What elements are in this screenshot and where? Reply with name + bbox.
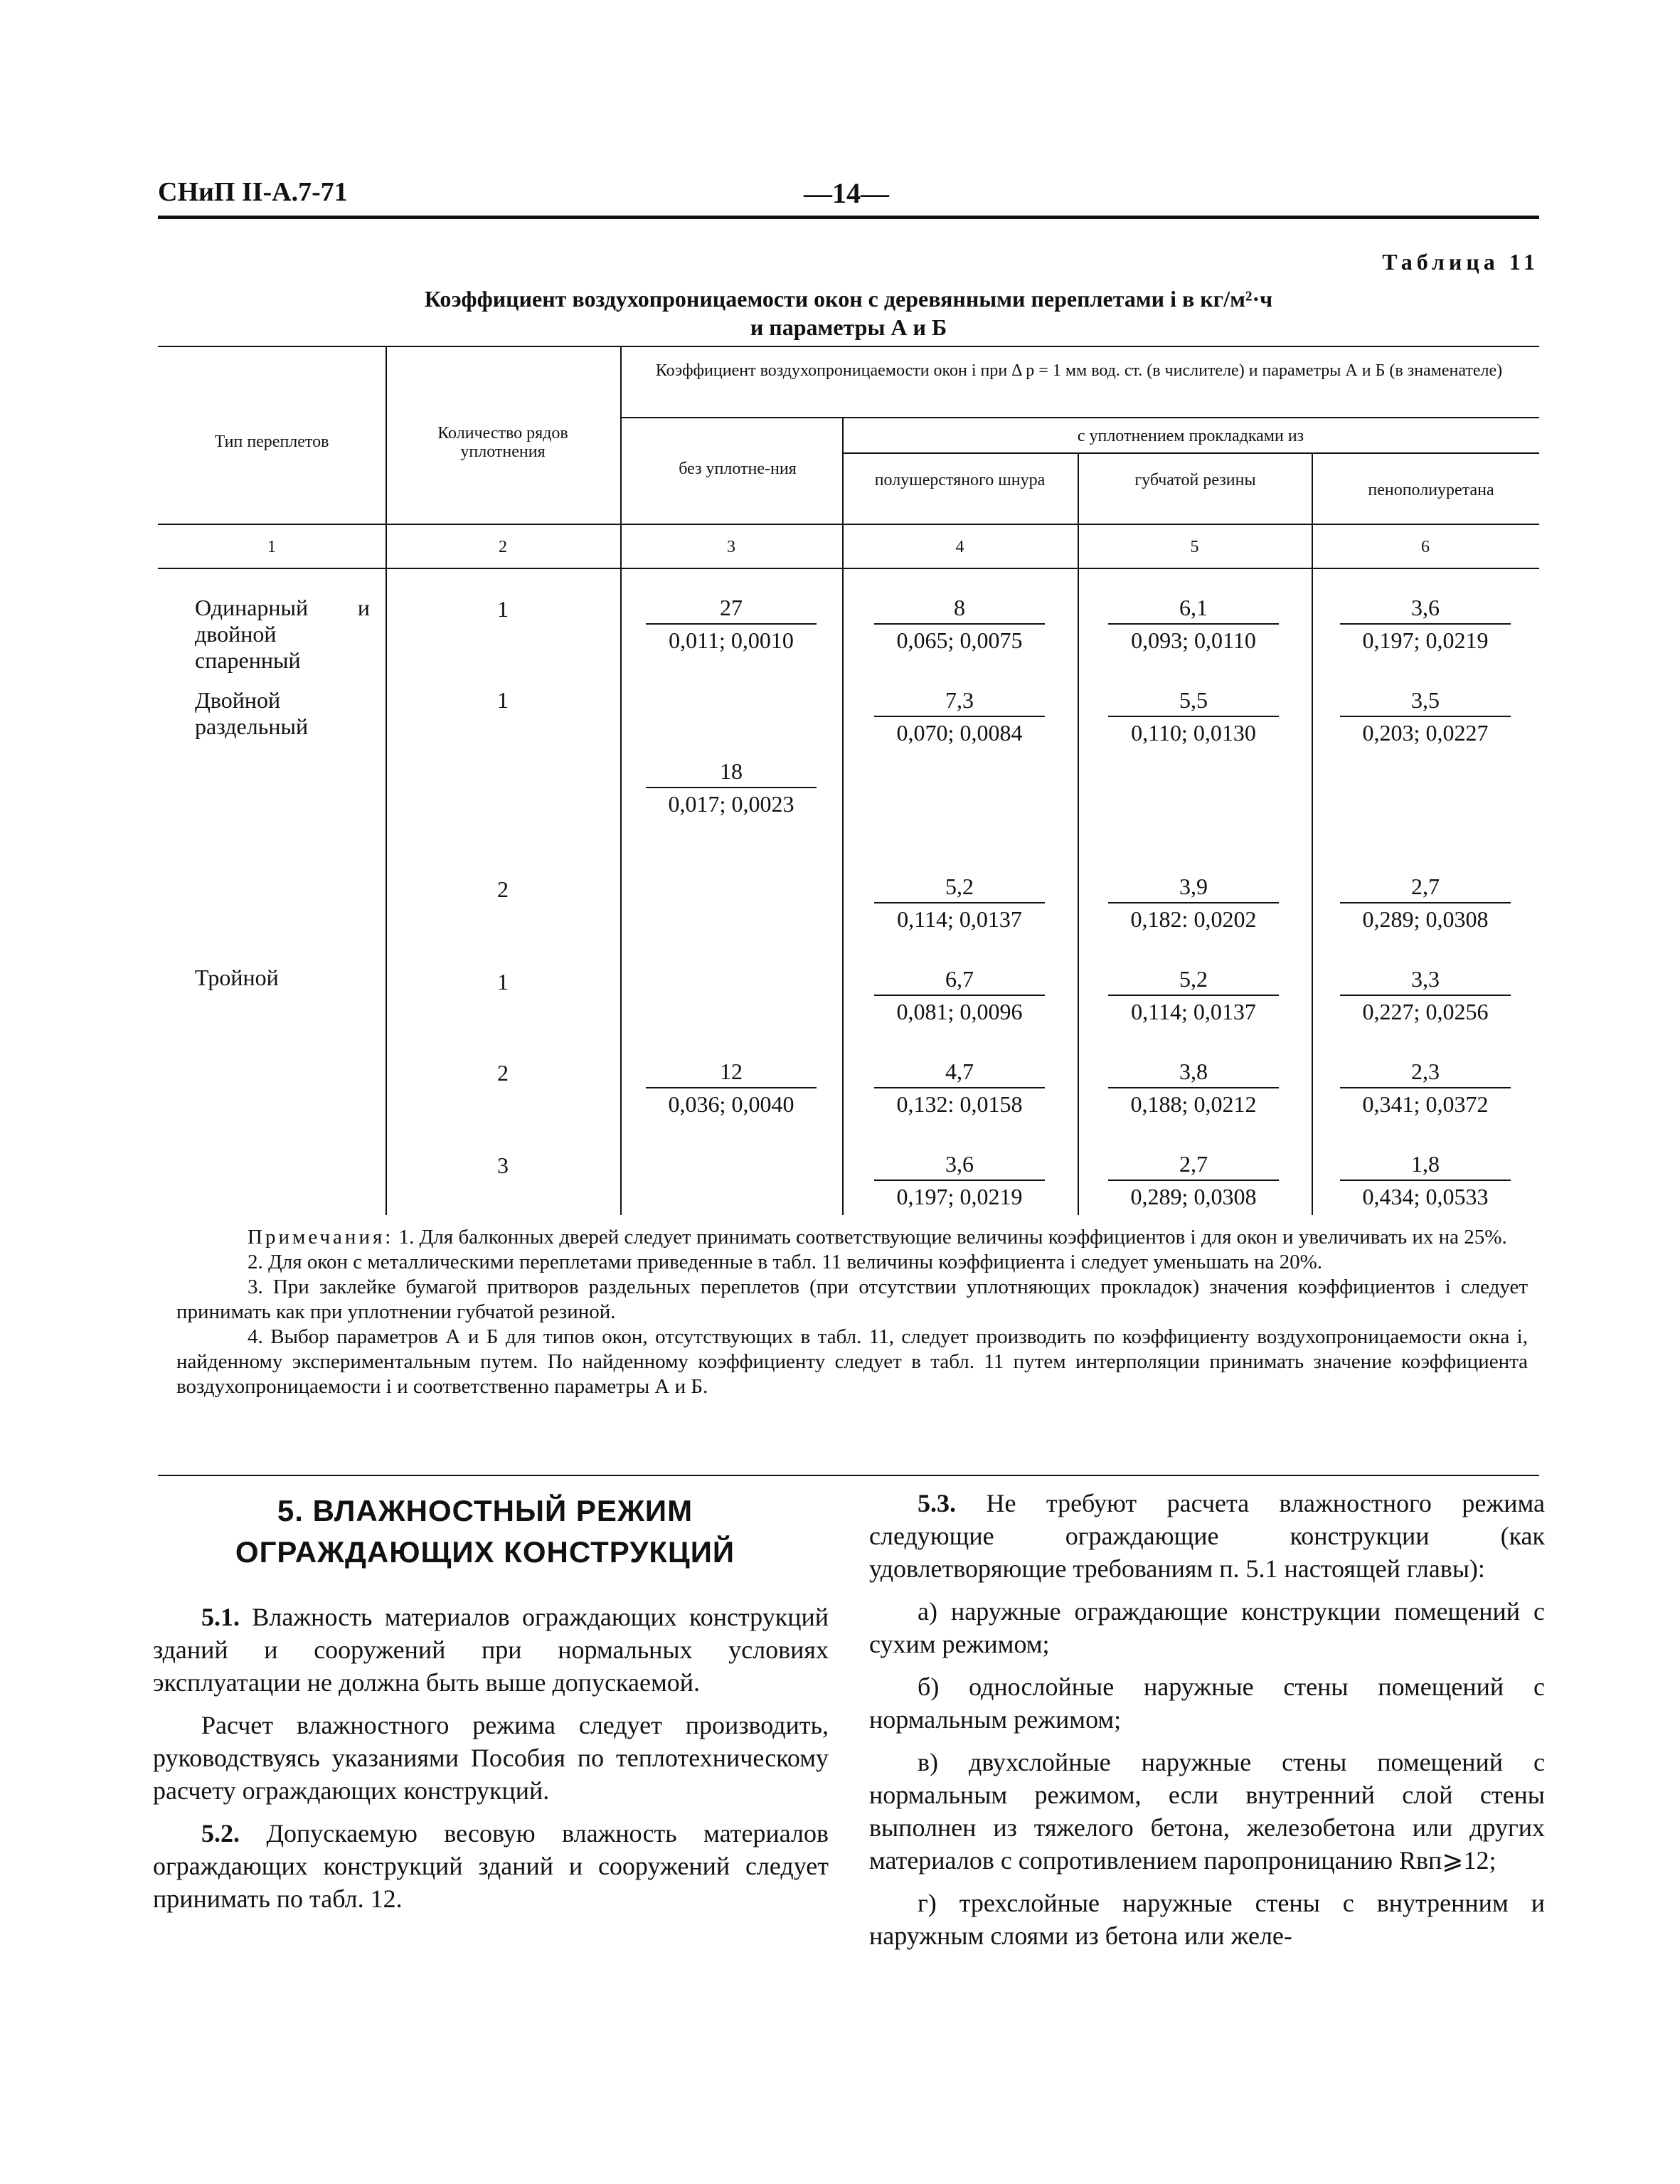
coef-fraction [1326, 1150, 1525, 1211]
coef-value: 5,2 [1108, 965, 1279, 996]
param-values: 0,434; 0,0533 [1362, 1184, 1489, 1209]
header-polyurethane: пенополиуретана [1368, 481, 1494, 499]
param-values: 0,197; 0,0219 [896, 1184, 1023, 1209]
list-item-a: а) наружные ограждающие конструкции помещений с сухим режимом; [869, 1597, 1545, 1658]
coef-value: 3,9 [1108, 872, 1279, 903]
param-values: 0,227; 0,0256 [1362, 999, 1489, 1024]
coef-fraction [1094, 1057, 1293, 1118]
col-number: 4 [955, 538, 964, 556]
table-title-line2: и параметры А и Б [750, 314, 947, 340]
table-title [158, 285, 1539, 341]
param-values: 0,197; 0,0219 [1362, 627, 1489, 653]
coef-value: 5,5 [1108, 686, 1279, 717]
coef-value: 1,8 [1340, 1150, 1511, 1181]
coef-fraction [860, 965, 1059, 1026]
col-number: 1 [267, 538, 276, 556]
paragraph-5-1-b: Расчет влажностного режима следует производить, руководствуясь указаниями Пособия по теплотехническому расчету ограждающих конструкций. [153, 1711, 829, 1805]
table-notes [176, 1225, 1528, 1399]
coef-fraction [1326, 872, 1525, 933]
list-item-g: г) трехслойные наружные стены с внутренним и наружным слоями из бетона или желе- [869, 1889, 1545, 1950]
param-values: 0,011; 0,0010 [669, 627, 794, 653]
coef-fraction [1094, 872, 1293, 933]
coef-fraction [860, 686, 1059, 747]
header-sponge-rubber: губчатой резины [1134, 471, 1256, 489]
table-vline [620, 347, 622, 1215]
param-values: 0,070; 0,0084 [896, 720, 1023, 746]
col-number: 6 [1421, 538, 1430, 556]
coef-fraction [1094, 965, 1293, 1026]
note-4: 4. Выбор параметров А и Б для типов окон, отсутствующих в табл. 11, следует производить по коэффициенту воздухопроницаемости окна i, найденному экспериментальным путем. По найденному коэффициенту следует в табл. 11 путем интерполяции принимать значение коэффициента воздухопроницаемости i и соответственно параметры А и Б. [176, 1325, 1528, 1398]
param-values: 0,065; 0,0075 [896, 627, 1023, 653]
coef-value: 3,5 [1340, 686, 1511, 717]
list-item-v: в) двухслойные наружные стены помещений с нормальным режимом, если внутренний слой стены выполнен из тяжелого бетона, железобетона или других материалов с сопротивлением паропроницанию Rвп⩾12; [869, 1748, 1545, 1875]
table-number: Таблица 11 [1382, 249, 1539, 275]
coef-fraction [860, 1057, 1059, 1118]
coef-value: 3,6 [874, 1150, 1045, 1181]
coef-value: 5,2 [874, 872, 1045, 903]
coef-value: 4,7 [874, 1057, 1045, 1088]
coef-fraction [632, 593, 831, 654]
coef-fraction [860, 593, 1059, 654]
param-values: 0,036; 0,0040 [668, 1091, 794, 1117]
right-column [869, 1487, 1545, 1962]
header-seal-group: с уплотнением прокладками из [1077, 427, 1304, 445]
param-values: 0,114; 0,0137 [897, 906, 1022, 932]
param-values: 0,110; 0,0130 [1131, 720, 1256, 746]
row-type-single-double: Одинарный и двойной спаренный [195, 595, 370, 673]
paragraph-text: Допускаемую весовую влажность материалов ограждающих конструкций зданий и сооружений следует принимать по табл. 12. [153, 1819, 829, 1913]
row-count: 3 [497, 1152, 509, 1178]
paragraph-5-3 [869, 1487, 1545, 1585]
coef-value: 27 [646, 593, 817, 625]
paragraph-text: Влажность материалов ограждающих конструкций зданий и сооружений при нормальных условиях эксплуатации не должна быть выше допускаемой. [153, 1603, 829, 1697]
clause-number: 5.2. [201, 1819, 240, 1848]
clause-number: 5.1. [201, 1603, 240, 1631]
coef-value: 6,7 [874, 965, 1045, 996]
param-values: 0,093; 0,0110 [1131, 627, 1256, 653]
param-values: 0,203; 0,0227 [1362, 720, 1489, 746]
note-3: 3. При заклейке бумагой притворов раздельных переплетов (при отсутствии уплотняющих прокладок) значения коэффициентов i следует принимать как при уплотнении губчатой резиной. [176, 1276, 1528, 1323]
coef-fraction [1094, 1150, 1293, 1211]
coef-fraction [632, 757, 831, 818]
paragraph-5-2 [153, 1817, 829, 1915]
coef-value: 3,6 [1340, 593, 1511, 625]
paragraph-text: Не требуют расчета влажностного режима следующие ограждающие конструкции (как удовлетворяющие требованиям п. 5.1 настоящей главы): [869, 1489, 1545, 1583]
table-hline [158, 524, 1539, 525]
col-number: 5 [1190, 538, 1199, 556]
note-2: 2. Для окон с металлическими переплетами приведенные в табл. 11 величины коэффициента i следует уменьшать на 20%. [248, 1251, 1323, 1273]
header-type: Тип переплетов [214, 433, 329, 451]
document-code: СНиП II-А.7-71 [158, 177, 348, 207]
coef-fraction [1326, 1057, 1525, 1118]
note-1-text: 1. Для балконных дверей следует принимать соответствующие величины коэффициентов i для окон и увеличивать их на 25%. [398, 1226, 1507, 1249]
header-divider [158, 216, 1539, 219]
row-count: 2 [497, 876, 509, 902]
coef-value: 12 [646, 1057, 817, 1088]
row-count: 1 [497, 969, 509, 995]
header-wool-cord: полушерстяного шнура [874, 471, 1046, 489]
coef-fraction [1326, 686, 1525, 747]
param-values: 0,017; 0,0023 [668, 791, 794, 817]
param-values: 0,132: 0,0158 [896, 1091, 1023, 1117]
list-item-b: б) однослойные наружные стены помещений с нормальным режимом; [869, 1673, 1545, 1734]
param-values: 0,182: 0,0202 [1130, 906, 1257, 932]
param-values: 0,289; 0,0308 [1362, 906, 1489, 932]
row-count: 2 [497, 1060, 509, 1086]
header-coef-group: Коэффициент воздухопроницаемости окон i при Δ р = 1 мм вод. ст. (в числителе) и параметры А и Б (в знаменателе) [655, 361, 1503, 380]
left-column [153, 1601, 829, 1925]
coef-fraction [632, 1057, 831, 1118]
coef-value: 6,1 [1108, 593, 1279, 625]
coef-value: 3,8 [1108, 1057, 1279, 1088]
notes-label: Примечания: [248, 1226, 394, 1249]
param-values: 0,341; 0,0372 [1362, 1091, 1489, 1117]
coef-fraction [1326, 593, 1525, 654]
param-values: 0,289; 0,0308 [1130, 1184, 1257, 1209]
table-hline [158, 568, 1539, 569]
paragraph-5-1 [153, 1601, 829, 1699]
coef-value: 18 [646, 757, 817, 788]
col-number: 2 [499, 538, 507, 556]
coef-fraction [1094, 686, 1293, 747]
note-1 [176, 1225, 1528, 1250]
param-values: 0,114; 0,0137 [1131, 999, 1256, 1024]
section-heading-line1: 5. ВЛАЖНОСТНЫЙ РЕЖИМ [277, 1494, 693, 1527]
row-count: 1 [497, 687, 509, 713]
header-no-seal: без уплотне-ния [679, 460, 797, 478]
coef-fraction [1326, 965, 1525, 1026]
col-number: 3 [727, 538, 735, 556]
header-rows-count: Количество рядов уплотнения [437, 424, 568, 461]
coef-value: 2,7 [1108, 1150, 1279, 1181]
row-type-triple: Тройной [195, 965, 279, 990]
row-count: 1 [497, 596, 509, 622]
page-number: —14— [804, 177, 889, 209]
coef-value: 2,3 [1340, 1057, 1511, 1088]
coef-value: 2,7 [1340, 872, 1511, 903]
clause-number: 5.3. [918, 1489, 956, 1517]
coef-value: 8 [874, 593, 1045, 625]
coef-value: 7,3 [874, 686, 1045, 717]
coef-fraction [860, 872, 1059, 933]
coef-fraction [1094, 593, 1293, 654]
param-values: 0,081; 0,0096 [896, 999, 1023, 1024]
coef-fraction [860, 1150, 1059, 1211]
table-hline [620, 417, 1539, 418]
coef-value: 3,3 [1340, 965, 1511, 996]
table-hline [842, 452, 1539, 454]
section-heading-line2: ОГРАЖДАЮЩИХ КОНСТРУКЦИЙ [235, 1535, 735, 1569]
param-values: 0,188; 0,0212 [1130, 1091, 1257, 1117]
table-title-line1: Коэффициент воздухопроницаемости окон с деревянными переплетами i в кг/м²·ч [424, 286, 1273, 312]
row-type-double-separate: Двойной раздельный [195, 687, 309, 739]
section-heading [158, 1490, 812, 1573]
